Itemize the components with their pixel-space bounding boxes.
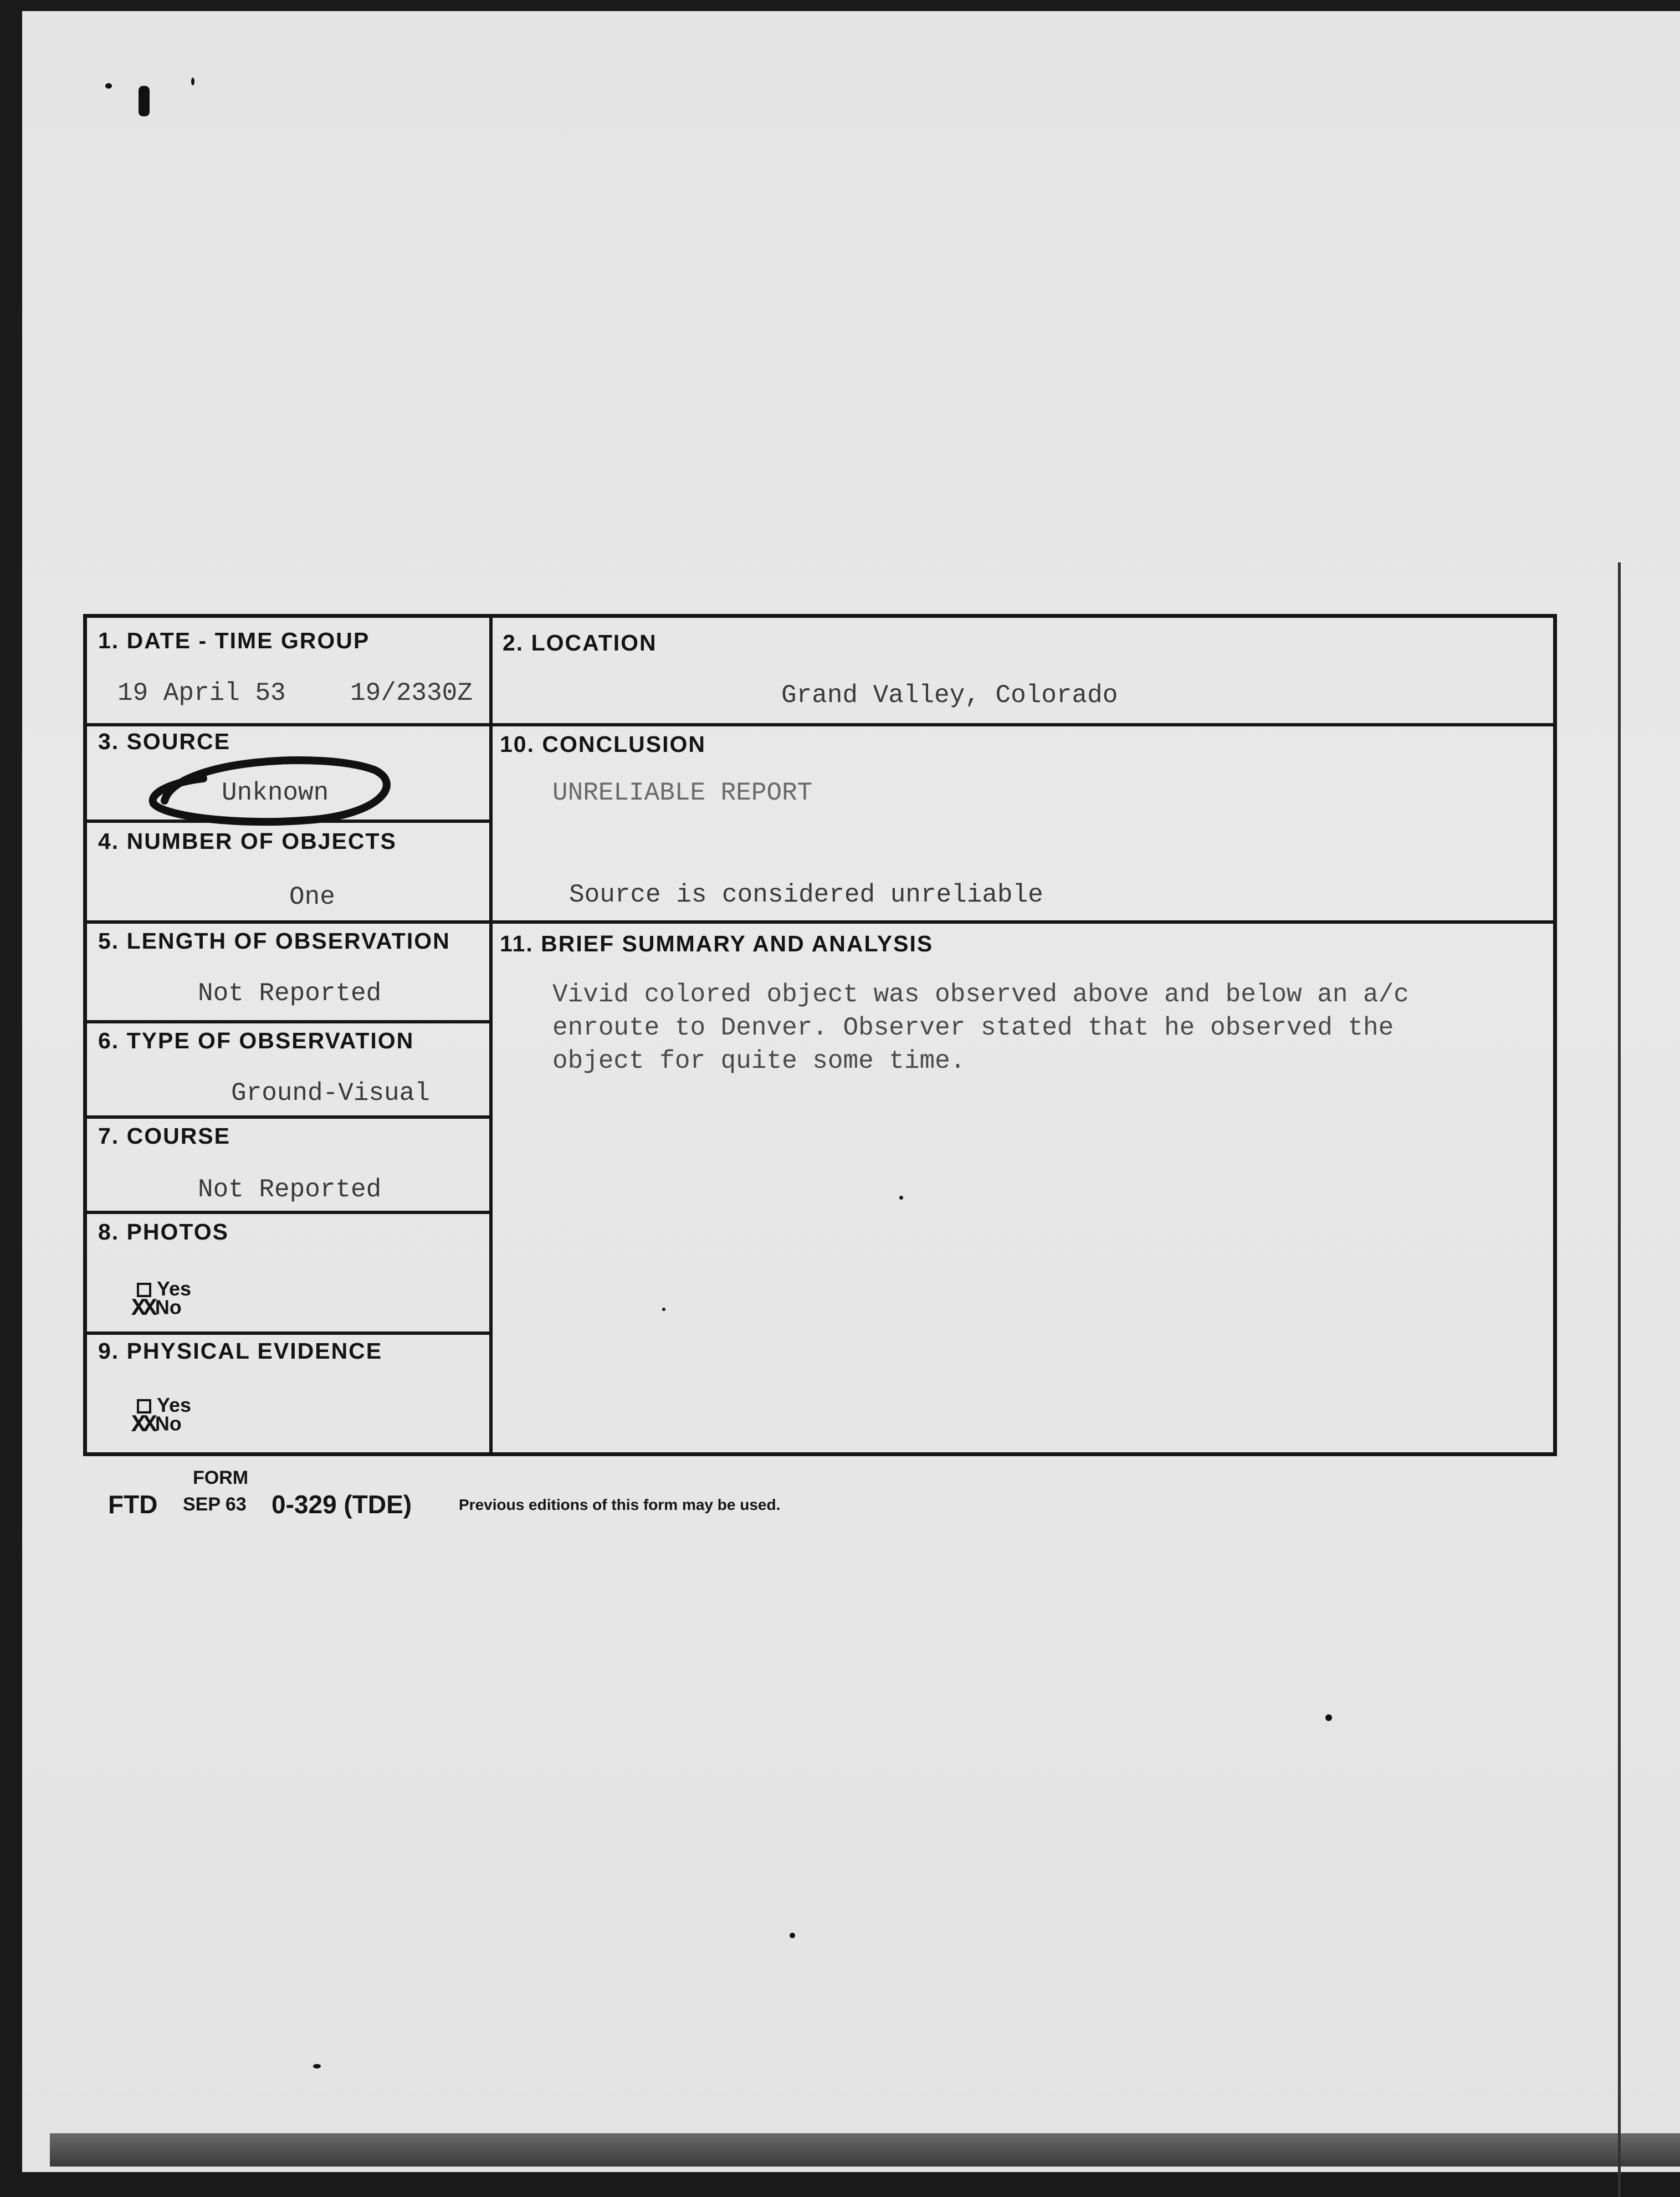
- physical-evidence-no-option[interactable]: [131, 1411, 182, 1439]
- photos-yes-label: Yes: [157, 1277, 192, 1300]
- summary-line: Vivid colored object was observed above and below an a/c: [552, 980, 1409, 1009]
- scan-speck: [105, 83, 112, 89]
- date-time-group-label: 1. DATE - TIME GROUP: [98, 628, 370, 653]
- row-divider: [87, 1020, 491, 1023]
- row-divider: [87, 1211, 491, 1214]
- summary-line: enroute to Denver. Observer stated that he observed the: [552, 1013, 1394, 1042]
- time-value: 19/2330Z: [350, 679, 473, 708]
- physical-evidence-label: 9. PHYSICAL EVIDENCE: [98, 1338, 383, 1364]
- scan-speck: [313, 2064, 321, 2068]
- type-of-observation-value: Ground-Visual: [231, 1079, 430, 1108]
- footer-form-number: 0-329 (TDE): [272, 1490, 412, 1519]
- type-of-observation-label: 6. TYPE OF OBSERVATION: [98, 1028, 414, 1053]
- photos-no-label: No: [155, 1295, 182, 1319]
- photos-label: 8. PHOTOS: [98, 1219, 229, 1245]
- footer-note: Previous editions of this form may be used.: [459, 1496, 781, 1513]
- physical-evidence-yes-label: Yes: [157, 1394, 192, 1416]
- number-of-objects-label: 4. NUMBER OF OBJECTS: [98, 828, 397, 854]
- row-divider: [87, 1115, 491, 1119]
- scan-edge-band: [50, 2133, 1680, 2167]
- course-label: 7. COURSE: [98, 1123, 231, 1149]
- scan-speck: [191, 78, 194, 85]
- row-divider: [489, 920, 1554, 924]
- conclusion-value: UNRELIABLE REPORT: [552, 779, 813, 807]
- number-of-objects-value: One: [289, 883, 335, 911]
- report-form: [83, 614, 1557, 1456]
- conclusion-note: Source is considered unreliable: [569, 880, 1043, 909]
- date-value: 19 April 53: [117, 679, 286, 708]
- summary-text: [552, 978, 1409, 1078]
- photos-no-option[interactable]: [131, 1295, 182, 1323]
- length-of-observation-value: Not Reported: [198, 979, 382, 1008]
- length-of-observation-label: 5. LENGTH OF OBSERVATION: [98, 928, 450, 954]
- summary-label: 11. BRIEF SUMMARY AND ANALYSIS: [500, 931, 934, 956]
- scan-speck: [1325, 1714, 1332, 1721]
- scan-edge-line: [1618, 562, 1621, 2197]
- location-label: 2. LOCATION: [503, 630, 657, 655]
- location-value: Grand Valley, Colorado: [781, 681, 1118, 710]
- row-divider: [87, 1331, 491, 1335]
- footer-form-word: FORM: [193, 1467, 249, 1488]
- source-label: 3. SOURCE: [98, 729, 231, 754]
- row-divider: [87, 723, 491, 726]
- row-divider: [87, 920, 491, 924]
- source-value: Unknown: [222, 779, 329, 807]
- summary-line: object for quite some time.: [552, 1047, 966, 1076]
- checkbox-checked-icon: XX: [131, 1295, 154, 1323]
- footer-ftd: FTD: [108, 1490, 158, 1519]
- scan-speck: [139, 86, 150, 116]
- course-value: Not Reported: [198, 1175, 382, 1204]
- conclusion-label: 10. CONCLUSION: [500, 731, 706, 757]
- scan-speck: [790, 1933, 795, 1938]
- column-divider: [489, 618, 493, 1452]
- checkbox-checked-icon: XX: [131, 1411, 154, 1439]
- physical-evidence-no-label: No: [155, 1412, 182, 1435]
- row-divider: [489, 723, 1554, 726]
- hand-drawn-circle: [142, 748, 397, 831]
- footer-date: SEP 63: [183, 1494, 247, 1515]
